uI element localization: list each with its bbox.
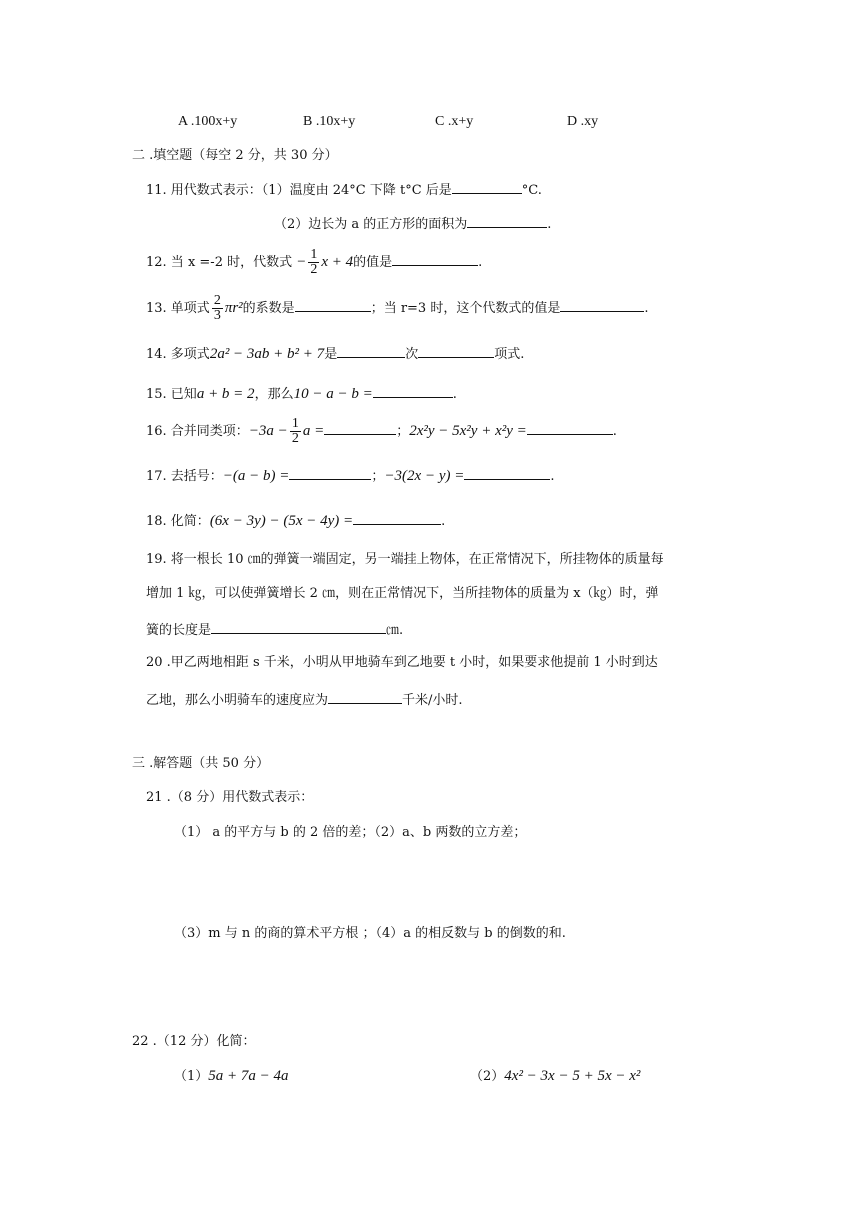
- question-16: [146, 415, 617, 448]
- q15-expr1: a + b = 2: [196, 386, 255, 402]
- answer-blank: [337, 345, 405, 358]
- question-12: [146, 246, 482, 279]
- section-3-title: 三 .解答题（共 50 分）: [132, 756, 270, 771]
- frac-denominator: 2: [310, 262, 318, 277]
- q15-mid: ，那么: [254, 387, 294, 402]
- q12-minus: −: [296, 254, 307, 270]
- q17-sep: ；: [371, 469, 385, 484]
- answer-blank: [353, 512, 441, 525]
- frac-denominator: 2: [291, 431, 299, 446]
- question-19-line2: 增加 1 ㎏，可以使弹簧增长 2 ㎝，则在正常情况下，当所挂物体的质量为 x（㎏）时，弹: [146, 586, 659, 601]
- answer-blank: [527, 422, 613, 435]
- q20-line2b: 千米/小时.: [402, 693, 463, 708]
- q15-expr2: 10 − a − b =: [293, 386, 373, 402]
- q16-expr1b: a =: [302, 423, 325, 439]
- q22-item1-expr: 5a + 7a − 4a: [208, 1068, 289, 1084]
- q18-end: .: [441, 514, 446, 529]
- question-21-item1: （1） a 的平方与 b 的 2 倍的差；（2）a、b 两数的立方差；: [174, 825, 527, 840]
- answer-blank: [289, 467, 371, 480]
- q14-post: 项式.: [494, 347, 525, 362]
- q17-expr2: −3(2x − y) =: [384, 468, 465, 484]
- q16-end: .: [612, 424, 617, 439]
- question-20-line1: 20 .甲乙两地相距 s 千米，小明从甲地骑车到乙地要 t 小时，如果要求他提前 1 小时到达: [146, 655, 658, 670]
- q22-item1-label: （1）: [174, 1069, 209, 1084]
- answer-blank: [467, 215, 547, 228]
- answer-blank: [211, 621, 386, 634]
- q16-expr1a: −3a −: [248, 423, 288, 439]
- q11-text: 11. 用代数式表示：（1）温度由 24°C 下降 t°C 后是: [146, 183, 452, 198]
- q11-text2: （2）边长为 a 的正方形的面积为: [274, 217, 468, 232]
- q13-mid2: ；当 r=3 时，这个代数式的值是: [370, 301, 561, 316]
- q13-fraction: [212, 294, 223, 323]
- question-14: [146, 345, 524, 363]
- q18-expr: (6x − 3y) − (5x − 4y) =: [209, 513, 354, 529]
- answer-blank: [418, 345, 494, 358]
- q12-post: 的值是: [353, 255, 393, 270]
- answer-blank: [328, 691, 402, 704]
- question-20-line2: [146, 691, 463, 709]
- q20-line2a: 乙地，那么小明骑车的速度应为: [146, 693, 329, 708]
- q14-mid2: 次: [405, 347, 419, 362]
- q12-pre: 12. 当 x =-2 时，代数式: [146, 255, 293, 270]
- q17-pre: 17. 去括号：: [146, 469, 223, 484]
- q10-option-a: A .100x+y: [178, 114, 238, 129]
- question-19-line1: 19. 将一根长 10 ㎝的弹簧一端固定，另一端挂上物体，在正常情况下，所挂物体的质量每: [146, 552, 664, 567]
- question-22-item1: [174, 1068, 289, 1085]
- q19-line3b: ㎝.: [386, 623, 404, 638]
- answer-blank: [295, 299, 371, 312]
- question-21-item2: （3）m 与 n 的商的算术平方根 ；（4）a 的相反数与 b 的倒数的和.: [174, 926, 566, 941]
- question-22-title: 22 .（12 分）化简：: [132, 1034, 256, 1049]
- q22-item2-label: （2）: [470, 1069, 505, 1084]
- q10-option-b: B .10x+y: [303, 114, 356, 129]
- q16-fraction: [290, 417, 301, 446]
- answer-blank: [464, 467, 550, 480]
- question-22-item2: [470, 1068, 640, 1085]
- question-11-part1: [146, 181, 542, 199]
- q12-fraction: [308, 248, 319, 277]
- q16-expr2: 2x²y − 5x²y + x²y =: [409, 423, 527, 439]
- question-15: [146, 385, 457, 403]
- q13-expr: πr²: [224, 300, 243, 316]
- answer-blank: [452, 181, 522, 194]
- q10-option-d: D .xy: [567, 114, 599, 129]
- frac-numerator: 1: [291, 416, 299, 431]
- q12-expr: x + 4: [321, 254, 354, 270]
- q15-end: .: [452, 387, 457, 402]
- q11-end: .: [547, 217, 552, 232]
- q17-end: .: [550, 469, 555, 484]
- answer-blank: [324, 422, 396, 435]
- question-21-title: 21 .（8 分）用代数式表示：: [146, 790, 314, 805]
- answer-blank: [392, 253, 478, 266]
- q11-unit: °C.: [521, 183, 542, 198]
- question-19-line3: [146, 621, 403, 639]
- q17-expr1: −(a − b) =: [222, 468, 290, 484]
- q16-pre: 16. 合并同类项：: [146, 424, 249, 439]
- q13-end: .: [644, 301, 649, 316]
- q18-pre: 18. 化简：: [146, 514, 210, 529]
- q14-expr: 2a² − 3ab + b² + 7: [209, 346, 325, 362]
- frac-denominator: 3: [213, 308, 221, 323]
- answer-blank: [373, 385, 453, 398]
- q14-pre: 14. 多项式: [146, 347, 210, 362]
- question-17: [146, 467, 555, 485]
- q10-option-c: C .x+y: [435, 114, 474, 129]
- answer-blank: [560, 299, 644, 312]
- question-11-part2: [274, 215, 551, 233]
- question-13: [146, 292, 648, 325]
- q15-pre: 15. 已知: [146, 387, 197, 402]
- q22-item2-expr: 4x² − 3x − 5 + 5x − x²: [504, 1068, 641, 1084]
- q13-pre: 13. 单项式: [146, 301, 210, 316]
- q19-line3a: 簧的长度是: [146, 623, 212, 638]
- q16-sep: ；: [396, 424, 410, 439]
- q14-mid1: 是: [324, 347, 338, 362]
- frac-numerator: 2: [213, 293, 221, 308]
- section-2-title: 二 .填空题（每空 2 分，共 30 分）: [132, 148, 338, 163]
- question-18: [146, 512, 445, 530]
- frac-numerator: 1: [310, 247, 318, 262]
- q13-mid1: 的系数是: [242, 301, 295, 316]
- q12-end: .: [478, 255, 483, 270]
